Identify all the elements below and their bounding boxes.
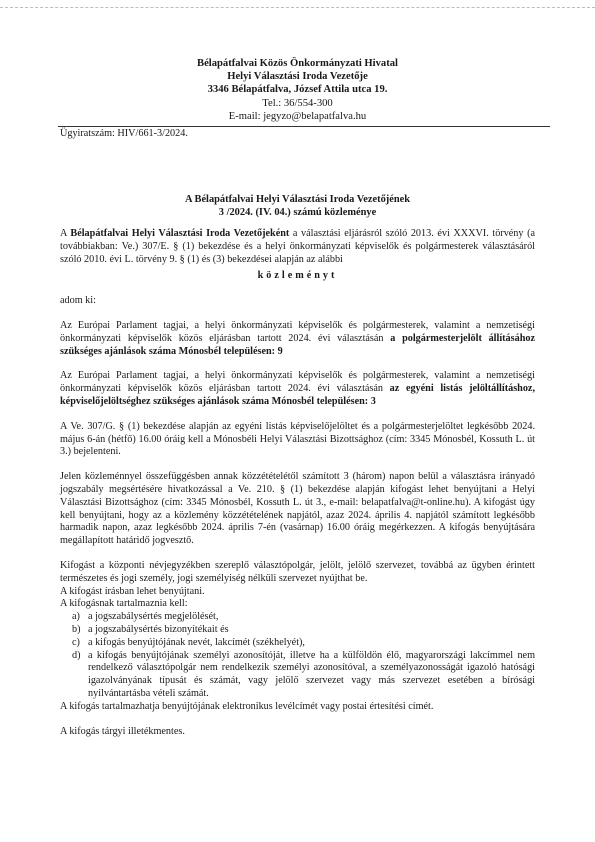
requirements-list <box>60 611 535 701</box>
reference-number: Ügyiratszám: HIV/661-3/2024. <box>60 128 188 139</box>
list-item: d) a kifogás benyújtójának személyi azonosítóját, illetve ha a külföldön élő, magyarországi lakcímmel nem rendelkező választópolgár nem rendelkezik személyi azonosítóval, a személyazonosságát igazoló hatósági igazolványának típusát és számát, vagy jelölő szervezet vagy más szervezet esetében a bírósági nyilvántartásba vételi számát. <box>72 649 535 699</box>
paragraph-list-nominations <box>60 370 535 408</box>
paragraph-who-may-object: Kifogást a központi névjegyzékben szereplő választópolgár, jelölt, jelölő szervezet, továbbá az ügyben érintett természetes és jogi személy, jogi személyiség nélküli szervezet nyújthat be. <box>60 559 535 584</box>
office-email: E-mail: jegyzo@belapatfalva.hu <box>228 110 367 122</box>
header-divider <box>58 126 550 127</box>
paragraph-optional-contact: A kifogás tartalmazhatja benyújtójának elektronikus levélcímét vagy postai értesítési címét. <box>60 700 434 712</box>
p2-bold: az egyéni listás jelöltállításhoz, képviselőjelöltséghez szükséges ajánlások száma Mónosbél településen: 3 <box>60 383 535 407</box>
department-name: Helyi Választási Iroda Vezetője <box>227 71 368 83</box>
paragraph-deadline: A Ve. 307/G. § (1) bekezdése alapján az egyéni listás képviselőjelöltet és a polgármesterjelöltet legkésőbb 2024. május 6-án (hétfő) 16.00 óráig kell a Mónosbéli Helyi Választási Bizottsághoz (cím: 3345 Mónosbél, Kossuth L. út 3.) bejelenteni. <box>60 420 535 458</box>
list-item: c) a kifogás benyújtójának nevét, lakcímét (székhelyét), <box>72 636 305 648</box>
intro-rest: a választási eljárásról szóló 2013. évi XXXVI. törvény (a továbbiakban: Ve.) 307/E. § (1) bekezdése és a helyi önkormányzati képviselők és polgármesterek választásáról szóló 2010. évi L. törvény 9. § (1) és (3) bekezdései alapján az alábbi <box>60 228 536 265</box>
document-title <box>0 193 595 219</box>
paragraph-fee-exempt: A kifogás tárgyi illetékmentes. <box>60 725 185 737</box>
top-dashed-rule <box>0 7 595 8</box>
adom-ki: adom ki: <box>60 295 96 307</box>
intro-lead: A <box>60 228 71 239</box>
paragraph-written-form: A kifogást írásban lehet benyújtani. <box>60 585 205 597</box>
p1-bold: a polgármesterjelölt állításához szükséges ajánlások száma Mónosbél településen: 9 <box>60 332 535 357</box>
paragraph-objection-filing: Jelen közleménnyel összefüggésben annak közzétételétől számított 3 (három) napon belül a választásra irányadó jogszabály megsértésére hivatkozással a Ve. 210. § (1) bekezdése alapján kifogást lehet benyújtani a Helyi Választási Bizottsághoz (cím: 3345 Mónosbél, Kossuth L. út 3., e-mail: belapatfalva@t-online.hu). A kifogást úgy kell benyújtani, hogy az a közlemény közzétételének napjától, azaz 2024. április 4. napjától számított legkésőbb harmadik napon, azaz legkésőbb 2024. április 7-én (vasárnap) 16.00 óráig megérkezzen. A kifogás benyújtására megállapított határidő jogvesztő. <box>60 471 535 547</box>
paragraph-mayor-nominations <box>60 320 535 358</box>
list-item: b) a jogszabálysértés bizonyítékait és <box>72 623 229 635</box>
title-line-1: A Bélapátfalvai Helyi Választási Iroda Vezetőjének <box>184 194 411 205</box>
intro-bold: Bélapátfalvai Helyi Választási Iroda Vezetőjeként <box>70 228 290 239</box>
title-line-2: 3 /2024. (IV. 04.) számú közleménye <box>218 207 377 218</box>
office-phone: Tel.: 36/554-300 <box>262 97 333 109</box>
paragraph-must-contain: A kifogásnak tartalmaznia kell: <box>60 598 188 610</box>
intro-paragraph <box>60 228 535 266</box>
office-address: 3346 Bélapátfalva, József Attila utca 19. <box>207 84 388 96</box>
p2-text: Az Európai Parlament tagjai, a helyi önkormányzati képviselők és polgármesterek, valamint a nemzetiségi önkormányzati képviselők közös eljárásban tartott 2024. évi választásán <box>60 370 535 395</box>
p1-text: Az Európai Parlament tagjai, a helyi önkormányzati képviselők és polgármesterek, valamint a nemzetiségi önkormányzati képviselők közös eljárásban tartott 2024. évi választásán <box>60 319 535 344</box>
list-item: a) a jogszabálysértés megjelölését, <box>72 611 219 623</box>
office-name: Bélapátfalvai Közös Önkormányzati Hivatal <box>197 58 398 69</box>
kozlemeny-heading: közleményt <box>257 270 338 282</box>
letterhead <box>0 57 595 123</box>
document-body <box>60 228 535 738</box>
